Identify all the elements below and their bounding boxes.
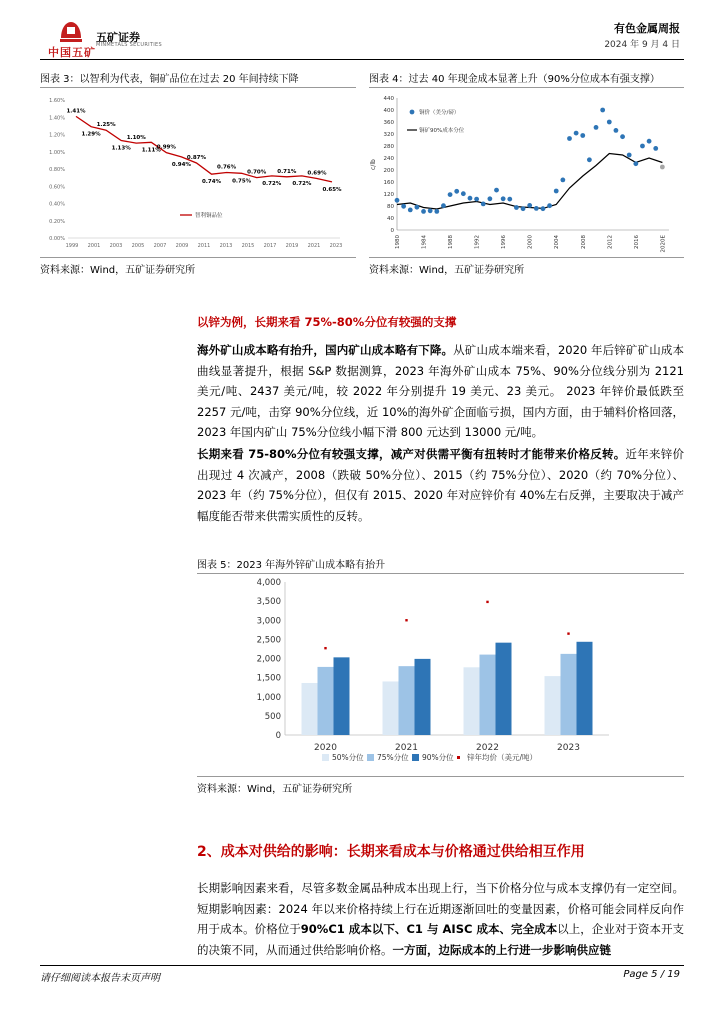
fig3-y-tick: 1.20% bbox=[49, 132, 65, 139]
paragraph-mine-cost-lead: 海外矿山成本略有抬升，国内矿山成本略有下降。 bbox=[197, 343, 454, 357]
fig4-price-dot bbox=[574, 131, 579, 136]
fig4-x-tick: 2016 bbox=[633, 235, 640, 249]
fig3-data-label: 1.25% bbox=[96, 122, 116, 129]
fig3-x-tick: 2021 bbox=[307, 243, 321, 249]
fig4-price-dot bbox=[534, 206, 539, 211]
fig5-bar bbox=[399, 666, 415, 735]
fig3-data-label: 0.87% bbox=[186, 154, 207, 161]
fig3-x-tick: 2017 bbox=[263, 243, 277, 249]
fig3-x-tick: 2001 bbox=[87, 243, 101, 249]
fig3-y-tick: 0.20% bbox=[49, 218, 65, 225]
fig5-legend-swatch bbox=[367, 754, 374, 761]
fig4-price-dot bbox=[408, 208, 413, 213]
fig4-y-tick: 280 bbox=[383, 144, 394, 150]
fig4-y-tick: 120 bbox=[383, 192, 394, 198]
fig4-scatter-chart bbox=[369, 90, 684, 255]
brand-name: 五矿证券 bbox=[96, 31, 140, 44]
logo-text: 中国五矿 bbox=[48, 46, 96, 59]
fig5-source-divider bbox=[197, 776, 684, 777]
fig4-price-dot bbox=[494, 188, 499, 193]
fig3-data-label: 0.69% bbox=[307, 170, 327, 177]
header-divider bbox=[40, 59, 684, 60]
fig5-price-marker bbox=[324, 647, 326, 649]
fig4-x-tick: 2012 bbox=[607, 234, 614, 249]
fig5-y-tick: 500 bbox=[264, 711, 281, 722]
fig5-bar-chart bbox=[197, 576, 684, 774]
fig4-price-dot bbox=[607, 120, 612, 125]
fig3-title: 图表 3：以智利为代表，铜矿品位在过去 20 年间持续下降 bbox=[40, 74, 299, 85]
paragraph-support bbox=[197, 444, 684, 526]
fig4-price-dot bbox=[401, 204, 406, 209]
fig5-price-marker bbox=[486, 601, 488, 603]
fig4-x-tick: 1996 bbox=[501, 235, 508, 249]
fig4-price-dot bbox=[481, 202, 486, 207]
fig4-x-tick: 2020E bbox=[660, 235, 667, 253]
footer-disclaimer: 请仔细阅读本报告末页声明 bbox=[40, 973, 160, 984]
fig4-title: 图表 4：过去 40 年现金成本显著上升（90%分位成本有强支撑） bbox=[369, 74, 660, 85]
page-number: Page 5 / 19 bbox=[623, 969, 680, 980]
fig5-legend-label: 50%分位 bbox=[332, 753, 364, 762]
paragraph-support-lead: 长期来看 75-80%分位有较强支撑，减产对供需平衡有扭转时才能带来价格反转。 bbox=[197, 447, 626, 461]
fig3-x-tick: 2009 bbox=[175, 243, 189, 249]
fig3-data-label: 1.11% bbox=[141, 147, 161, 154]
fig4-price-dot bbox=[640, 144, 645, 149]
fig3-x-tick: 2007 bbox=[153, 243, 167, 249]
fig3-x-tick: 1999 bbox=[65, 243, 79, 249]
fig4-y-tick: 160 bbox=[383, 180, 394, 186]
fig5-x-tick: 2023 bbox=[557, 743, 580, 753]
fig5-price-marker bbox=[405, 619, 407, 621]
fig3-data-label: 0.74% bbox=[201, 179, 222, 186]
fig3-y-tick: 0.00% bbox=[49, 236, 65, 242]
fig5-y-tick: 2,500 bbox=[256, 635, 281, 646]
fig4-x-tick: 2008 bbox=[580, 235, 587, 249]
fig3-y-tick: 1.60% bbox=[49, 98, 65, 104]
fig5-source: 资料来源：Wind，五矿证券研究所 bbox=[197, 784, 353, 795]
fig4-price-dot bbox=[587, 157, 592, 162]
fig4-price-dot bbox=[594, 125, 599, 130]
fig4-x-tick: 2000 bbox=[527, 235, 534, 249]
fig4-y-tick: 80 bbox=[387, 204, 394, 210]
fig3-x-tick: 2015 bbox=[241, 243, 255, 249]
fig4-y-tick: 360 bbox=[383, 120, 394, 126]
fig4-price-dot bbox=[454, 189, 459, 194]
fig5-y-tick: 3,500 bbox=[256, 597, 281, 608]
fig4-price-dot bbox=[434, 209, 439, 214]
fig4-price-dot bbox=[527, 203, 532, 208]
fig4-price-dot bbox=[514, 205, 519, 210]
fig4-legend-cost: 铜矿90%成本分位 bbox=[419, 128, 465, 134]
paragraph-cost-supply bbox=[197, 878, 684, 960]
fig5-legend-label: 75%分位 bbox=[377, 753, 409, 762]
fig4-price-dot bbox=[415, 205, 420, 210]
fig4-title-divider bbox=[369, 87, 684, 88]
fig5-legend-label: 90%分位 bbox=[422, 753, 454, 762]
fig5-bar bbox=[545, 676, 561, 735]
fig4-price-dot bbox=[507, 197, 512, 202]
fig3-x-tick: 2013 bbox=[219, 243, 233, 249]
fig4-price-dot bbox=[653, 146, 658, 151]
fig4-price-dot bbox=[468, 196, 473, 201]
fig3-y-tick: 0.80% bbox=[49, 167, 65, 173]
fig3-data-label: 0.99% bbox=[156, 144, 176, 151]
fig5-bar bbox=[561, 654, 577, 735]
fig5-y-tick: 2,000 bbox=[256, 654, 281, 665]
fig5-title-divider bbox=[197, 573, 684, 574]
fig4-y-axis-label: c/lb bbox=[370, 159, 377, 170]
fig5-y-tick: 4,000 bbox=[256, 578, 281, 588]
fig3-data-label: 0.76% bbox=[217, 164, 237, 171]
fig4-price-dot bbox=[487, 196, 492, 201]
fig5-price-marker bbox=[567, 632, 569, 634]
fig5-y-tick: 0 bbox=[275, 731, 281, 741]
fig3-y-tick: 0.40% bbox=[49, 201, 65, 208]
fig4-price-dot bbox=[461, 191, 466, 196]
fig4-y-tick: 440 bbox=[383, 96, 394, 102]
fig3-data-label: 0.70% bbox=[247, 169, 267, 176]
fig3-y-tick: 1.00% bbox=[49, 149, 65, 156]
fig5-bar bbox=[318, 667, 334, 735]
fig4-price-dot bbox=[580, 133, 585, 138]
fig3-title-divider bbox=[40, 87, 356, 88]
fig5-legend-swatch bbox=[412, 754, 419, 761]
fig4-y-tick: 400 bbox=[383, 108, 394, 114]
fig3-data-label: 0.71% bbox=[277, 168, 297, 175]
fig3-data-label: 0.72% bbox=[292, 180, 312, 187]
fig4-price-dot bbox=[501, 196, 506, 201]
fig5-legend-label: 锌年均价（美元/吨） bbox=[467, 753, 538, 762]
fig5-y-tick: 1,500 bbox=[256, 673, 281, 684]
fig4-source: 资料来源：Wind，五矿证券研究所 bbox=[369, 265, 525, 276]
report-title: 有色金属周报 bbox=[614, 22, 680, 35]
fig4-x-tick: 1988 bbox=[448, 235, 455, 249]
fig5-bar bbox=[302, 683, 318, 735]
paragraph-cost-supply-bold2: 一方面，边际成本的上行进一步影响供应链 bbox=[392, 942, 611, 957]
fig4-price-dot bbox=[441, 203, 446, 208]
fig4-price-dot bbox=[620, 134, 625, 139]
fig5-bar bbox=[464, 667, 480, 735]
fig3-legend-label: 智利铜品位 bbox=[195, 213, 223, 219]
fig4-price-dot bbox=[614, 128, 619, 133]
paragraph-mine-cost bbox=[197, 340, 684, 443]
fig5-title: 图表 5：2023 年海外锌矿山成本略有抬升 bbox=[197, 560, 386, 571]
fig3-x-tick: 2005 bbox=[131, 243, 145, 249]
fig4-legend-dot bbox=[410, 110, 415, 115]
fig3-data-label: 0.65% bbox=[322, 186, 342, 193]
fig4-price-dot bbox=[428, 208, 433, 213]
fig3-x-tick: 2003 bbox=[109, 243, 123, 249]
fig5-legend-swatch bbox=[322, 754, 329, 761]
fig4-price-dot bbox=[567, 136, 572, 141]
fig5-x-tick: 2020 bbox=[314, 743, 337, 753]
fig4-price-dot bbox=[541, 206, 546, 211]
fig5-bar bbox=[480, 655, 496, 735]
fig4-price-dot bbox=[600, 108, 605, 113]
fig3-x-tick: 2019 bbox=[285, 243, 299, 249]
section-heading-zinc: 以锌为例，长期来看 75%-80%分位有较强的支撑 bbox=[197, 315, 457, 329]
fig3-data-label: 1.13% bbox=[111, 145, 131, 152]
fig5-y-tick: 3,000 bbox=[256, 616, 281, 627]
fig4-legend-price: 铜价（美分/磅） bbox=[419, 110, 460, 116]
fig4-x-tick: 2004 bbox=[554, 235, 561, 249]
fig4-price-dot bbox=[474, 197, 479, 202]
fig5-bar bbox=[415, 659, 431, 735]
fig4-y-tick: 40 bbox=[387, 216, 394, 222]
fig4-y-tick: 200 bbox=[383, 168, 394, 174]
fig5-x-tick: 2021 bbox=[395, 743, 418, 753]
fig4-y-tick: 320 bbox=[383, 132, 394, 138]
fig5-y-tick: 1,000 bbox=[256, 692, 281, 703]
paragraph-mine-cost-body: 从矿山成本端来看，2020 年后锌矿矿山成本曲线显著提升，根据 S&P 数据测算，2023 年海外矿山成本 75%、90%分位线分别为 2121 美元/吨、2437 美元/吨，较 2022 年分别提升 19 美元、23 美元。 2023 年锌价最低跌至 2257 元/吨，击穿 90%分位线，近 10%的海外矿企面临亏损，国内方面，由于辅料价格回落，2023 年国内矿山 75%分位线小幅下滑 800 元达到 13000 元/吨。 bbox=[197, 343, 685, 439]
fig3-source-divider bbox=[40, 257, 356, 258]
fig4-x-tick: 1992 bbox=[474, 235, 481, 249]
fig3-x-tick: 2023 bbox=[329, 243, 343, 249]
paragraph-cost-supply-part2: 以上，企业对于资本开支的决策不同，从而通过供给影响价格。 bbox=[197, 922, 685, 957]
fig3-data-label: 1.29% bbox=[81, 131, 101, 138]
fig3-data-label: 0.94% bbox=[171, 161, 191, 168]
fig4-source-divider bbox=[369, 257, 684, 258]
fig3-data-label: 1.10% bbox=[126, 135, 146, 142]
fig3-source: 资料来源：Wind，五矿证券研究所 bbox=[40, 265, 196, 276]
fig3-data-label: 0.75% bbox=[232, 178, 252, 185]
fig4-price-dot bbox=[521, 206, 526, 211]
fig4-price-dot bbox=[633, 161, 638, 166]
minmetals-logo-icon bbox=[58, 18, 84, 44]
fig3-x-tick: 2011 bbox=[197, 243, 211, 249]
fig3-line-chart bbox=[40, 90, 356, 255]
fig4-x-tick: 1984 bbox=[421, 235, 428, 249]
fig3-data-label: 0.72% bbox=[262, 180, 282, 187]
fig5-bar bbox=[496, 643, 512, 735]
footer-divider bbox=[40, 965, 684, 966]
fig4-cost-line bbox=[397, 154, 662, 210]
section-2-heading: 2、成本对供给的影响：长期来看成本与价格通过供给相互作用 bbox=[197, 844, 585, 860]
fig5-x-tick: 2022 bbox=[476, 743, 499, 753]
fig3-y-tick: 1.40% bbox=[49, 115, 65, 122]
fig5-bar bbox=[577, 642, 593, 735]
fig4-y-tick: 240 bbox=[383, 156, 394, 162]
fig5-bar bbox=[334, 657, 350, 735]
fig4-price-dot bbox=[421, 209, 426, 214]
fig4-price-dot bbox=[660, 165, 665, 170]
fig5-legend-swatch bbox=[457, 756, 460, 759]
paragraph-cost-supply-bold1: 90%C1 成本以下、C1 与 AISC 成本、完全成本 bbox=[300, 922, 558, 936]
fig4-price-dot bbox=[395, 198, 400, 203]
fig4-x-tick: 1980 bbox=[395, 235, 401, 249]
fig4-price-dot bbox=[547, 203, 552, 208]
fig3-y-tick: 0.60% bbox=[49, 184, 65, 191]
brand-english: MINMETALS SECURITIES bbox=[96, 42, 162, 48]
fig4-price-dot bbox=[448, 192, 453, 197]
paragraph-support-body: 近年来锌价出现过 4 次减产，2008（跌破 50%分位）、2015（约 75%分位）、2020（约 70%分位）、2023 年（约 75%分位），但仅有 2015、2020 年对应锌价有 40%左右反弹，主要取决于减产幅度能否带来供需实质性的反转。 bbox=[197, 447, 684, 523]
fig4-price-dot bbox=[647, 139, 652, 144]
fig4-price-dot bbox=[554, 189, 559, 194]
fig5-bar bbox=[383, 681, 399, 735]
fig4-price-dot bbox=[560, 178, 565, 183]
fig3-data-label: 1.41% bbox=[66, 108, 86, 115]
fig4-price-dot bbox=[627, 153, 632, 158]
fig4-y-tick: 0 bbox=[390, 228, 394, 234]
report-date: 2024 年 9 月 4 日 bbox=[604, 40, 680, 50]
paragraph-cost-supply-part1: 长期影响因素来看，尽管多数金属品种成本出现上行，当下价格分位与成本支撑仍有一定空间。短期影响因素：2024 年以来价格持续上行在近期逐渐回吐的变量因素，价格可能会同样反向作用于成本。价格位于 bbox=[197, 881, 684, 936]
